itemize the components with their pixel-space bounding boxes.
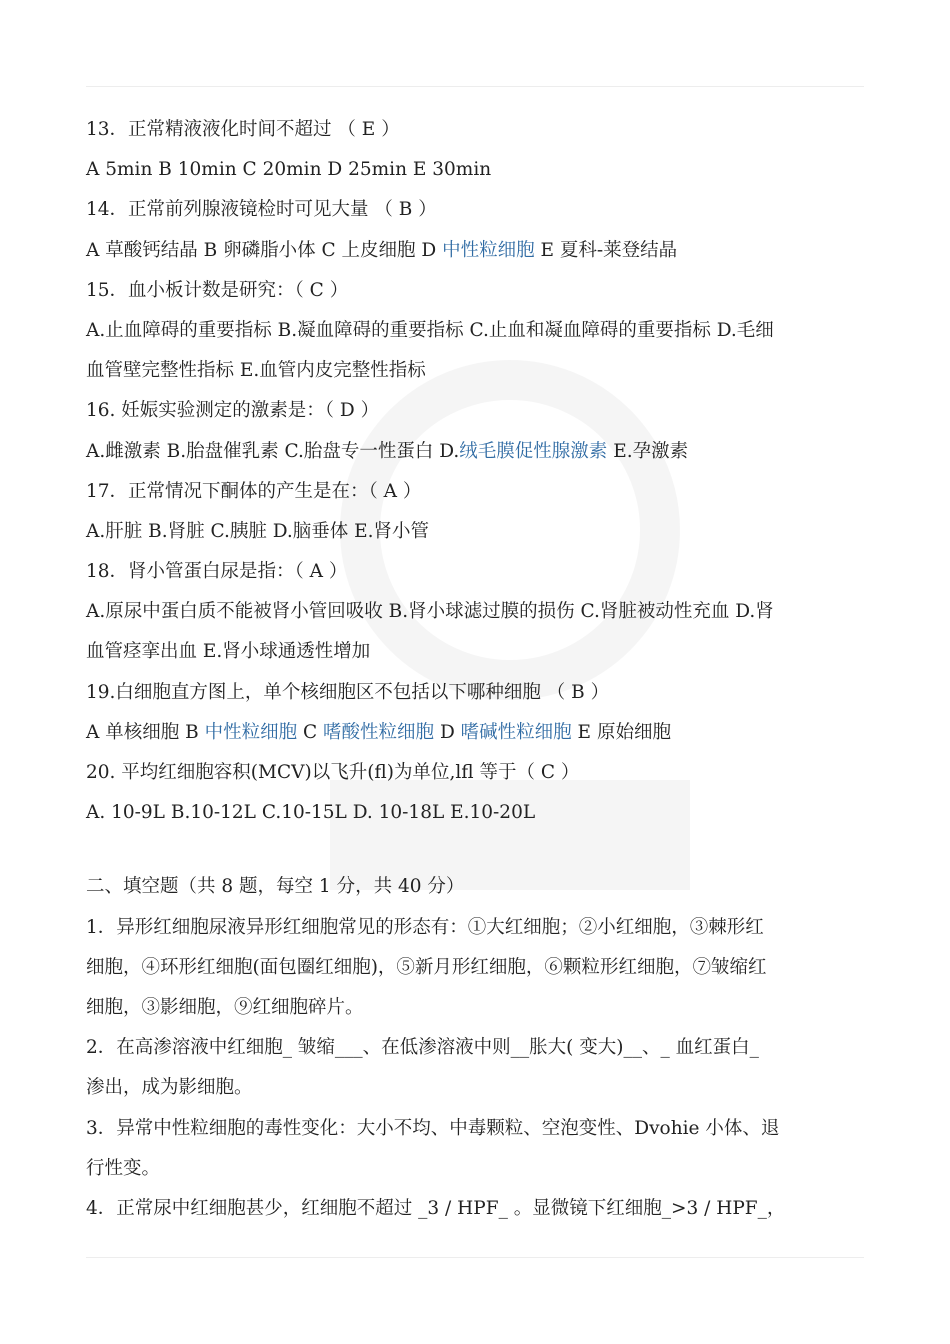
question-stem: 13．正常精液液化时间不超过 （ E ） [86, 119, 400, 140]
fill-in-line: 渗出，成为影细胞。 [86, 1077, 253, 1099]
option-text: D [434, 721, 461, 743]
question-options [86, 793, 876, 833]
option-text: E 原始细胞 [571, 721, 671, 743]
option-text: A.原尿中蛋白质不能被肾小管回吸收 B.肾小球滤过膜的损伤 C.肾脏被动性充血 D.肾 [86, 601, 774, 623]
question-stem: 16. 妊娠实验测定的激素是：（ D ） [86, 400, 380, 422]
option-text: A.止血障碍的重要指标 B.凝血障碍的重要指标 C.止血和凝血障碍的重要指标 D.毛细 [86, 319, 774, 341]
section-gap [86, 833, 876, 867]
question-options [86, 632, 876, 672]
option-text: C [297, 721, 324, 743]
option-text: A 单核细胞 B [86, 721, 205, 743]
question-stem: 15．血小板计数是研究：（ C ） [86, 279, 349, 301]
option-text: E.孕激素 [607, 440, 689, 462]
fill-in-line: 细胞，③影细胞，⑨红细胞碎片。 [86, 996, 364, 1018]
footer-rule [86, 1257, 864, 1258]
document-body [86, 110, 876, 1229]
option-text: E 夏科-莱登结晶 [534, 239, 678, 261]
highlighted-term: 中性粒细胞 [442, 239, 535, 261]
question-stem: 18．肾小管蛋白尿是指：（ A ） [86, 561, 348, 583]
question-options [86, 432, 876, 472]
question-options [86, 231, 876, 271]
question-stem: 17．正常情况下酮体的产生是在：（ A ） [86, 480, 422, 502]
highlighted-term: 嗜碱性粒细胞 [460, 721, 572, 743]
section-title: 二、填空题（共 8 题，每空 1 分，共 40 分） [86, 876, 465, 898]
question-list [86, 110, 876, 833]
fill-in-line: 3．异常中性粒细胞的毒性变化：大小不均、中毒颗粒、空泡变性、Dvohie 小体、退 [86, 1117, 780, 1139]
highlighted-term: 嗜酸性粒细胞 [323, 721, 435, 743]
fill-in-line: 1．异形红细胞尿液异形红细胞常见的形态有：①大红细胞；②小红细胞，③棘形红 [86, 916, 764, 938]
option-text: A.肝脏 B.肾脏 C.胰脏 D.脑垂体 E.肾小管 [86, 520, 430, 542]
question-options [86, 150, 876, 190]
header-rule [86, 86, 864, 87]
option-text: A.雌激素 B.胎盘催乳素 C.胎盘专一性蛋白 D. [86, 440, 460, 462]
fill-in-line: 细胞，④环形红细胞(面包圈红细胞)，⑤新月形红细胞，⑥颗粒形红细胞，⑦皱缩红 [86, 956, 767, 978]
highlighted-term: 绒毛膜促性腺激素 [459, 440, 608, 462]
fill-in-line: 行性变。 [86, 1157, 161, 1179]
question-options [86, 351, 876, 391]
question-options [86, 713, 876, 753]
question-options [86, 311, 876, 351]
question-stem: 14．正常前列腺液镜检时可见大量 （ B ） [86, 199, 437, 221]
option-text: 血管痉挛出血 E.肾小球通透性增加 [86, 641, 371, 663]
option-text: A. 10-9L B.10-12L C.10-15L D. 10-18L E.10-20L [86, 802, 536, 824]
option-text: 血管壁完整性指标 E.血管内皮完整性指标 [86, 360, 426, 382]
question-stem: 20. 平均红细胞容积(MCV)以飞升(fl)为单位,lfl 等于（ C ） [86, 762, 580, 783]
question-options [86, 512, 876, 552]
question-options [86, 592, 876, 632]
option-text: A 草酸钙结晶 B 卵磷脂小体 C 上皮细胞 D [86, 239, 443, 261]
highlighted-term: 中性粒细胞 [204, 721, 298, 743]
fill-in-blank-list [86, 908, 876, 1230]
fill-in-line: 2．在高渗溶液中红细胞_ 皱缩___、在低渗溶液中则__胀大( 变大)__、_ 血红蛋白_ [86, 1037, 759, 1059]
option-text: A 5min B 10min C 20min D 25min E 30min [86, 159, 492, 181]
fill-in-line: 4．正常尿中红细胞甚少，红细胞不超过 _3 / HPF_ 。显微镜下红细胞_>3 / HPF_， [86, 1197, 786, 1219]
question-stem: 19.白细胞直方图上，单个核细胞区不包括以下哪种细胞 （ B ） [86, 681, 610, 703]
